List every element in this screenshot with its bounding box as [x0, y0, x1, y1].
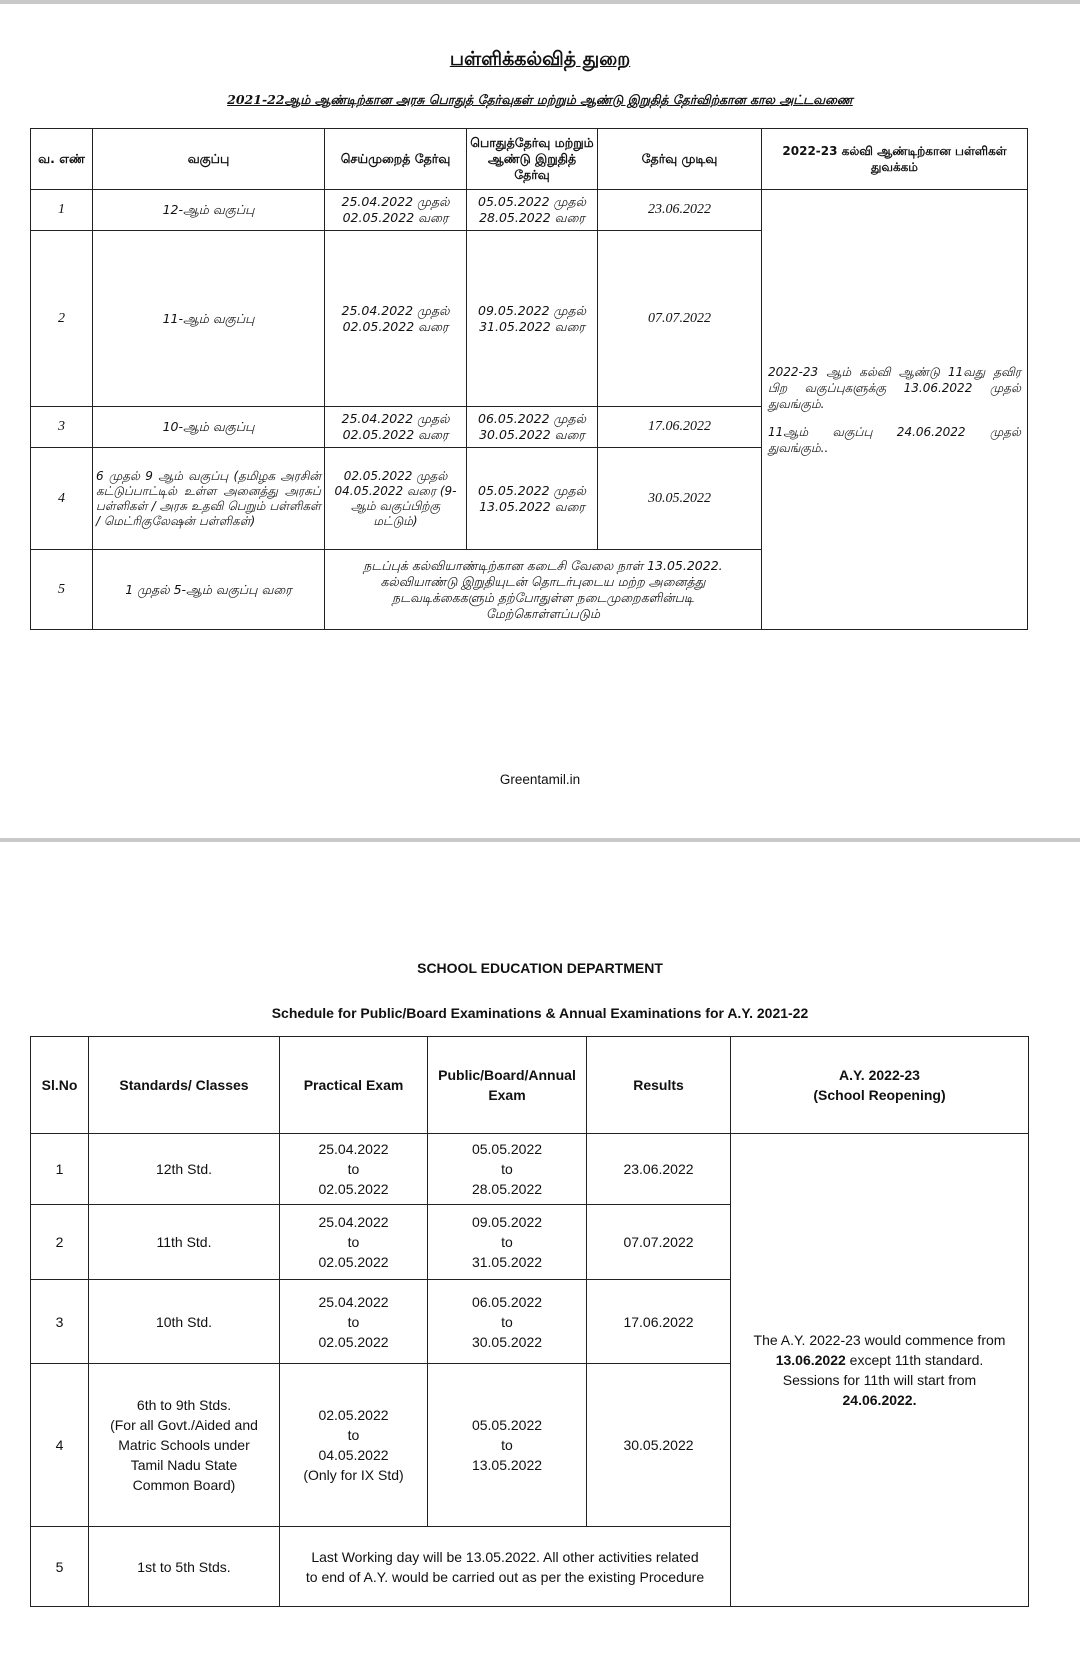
- english-row-2-sl: 2: [31, 1205, 89, 1280]
- tamil-row-3-public: 06.05.2022 முதல் 30.05.2022 வரை: [467, 407, 598, 448]
- english-row-2-public-until: 31.05.2022: [471, 1254, 543, 1270]
- tamil-row-1-public: 05.05.2022 முதல் 28.05.2022 வரை: [467, 190, 598, 231]
- tamil-row-2-results: 07.07.2022: [598, 231, 762, 407]
- english-row-4-public-from: 05.05.2022: [471, 1417, 543, 1433]
- english-reopen-date2: 24.06.2022.: [842, 1392, 917, 1408]
- english-row-5-note: [280, 1527, 731, 1607]
- english-row-3-public-from: 06.05.2022: [471, 1293, 543, 1310]
- tamil-header-class: வகுப்பு: [93, 129, 325, 190]
- english-header-class: Standards/ Classes: [89, 1037, 280, 1134]
- english-row-4-practical-until: 04.05.2022: [318, 1447, 389, 1463]
- english-row-5-note-line2: to end of A.Y. would be carried out as per the existing Procedure: [305, 1568, 705, 1585]
- english-row-5-note-line1: Last Working day will be 13.05.2022. All other activities related: [311, 1548, 699, 1565]
- english-row-4-public-until: 13.05.2022: [471, 1457, 543, 1473]
- english-row-3-class: 10th Std.: [89, 1280, 280, 1364]
- english-row-4-practical-note: (Only for IX Std): [303, 1467, 404, 1483]
- tamil-reopen-text-2: 11ஆம் வகுப்பு 24.06.2022 முதல் துவங்கும்..: [768, 424, 1021, 455]
- english-department-title: SCHOOL EDUCATION DEPARTMENT: [417, 960, 663, 976]
- english-row-1-sl: 1: [31, 1134, 89, 1205]
- english-row-1-class: 12th Std.: [89, 1134, 280, 1205]
- english-row-2-practical-to: to: [347, 1234, 360, 1250]
- tamil-row-1: [31, 190, 1028, 231]
- tamil-row-3-class: 10-ஆம் வகுப்பு: [93, 407, 325, 448]
- english-header-public: Public/Board/Annual Exam: [428, 1037, 587, 1134]
- tamil-row-1-practical: 25.04.2022 முதல் 02.05.2022 வரை: [325, 190, 467, 231]
- tamil-header-practical: செய்முறைத் தேர்வு: [325, 129, 467, 190]
- tamil-row-5-note: நடப்புக் கல்வியாண்டிற்கான கடைசி வேலை நாள் 13.05.2022. கல்வியாண்டு இறுதியுடன் தொடர்புடைய மற்ற அனைத்து நடவடிக்கைகளும் தற்போதுள்ள நடைமுறைகளின்படி மேற்கொள்ளப்படும்: [325, 550, 762, 630]
- english-row-2-practical-from: 25.04.2022: [318, 1214, 389, 1230]
- english-row-2-public-to: to: [501, 1234, 513, 1250]
- english-row-2-public-from: 09.05.2022: [471, 1214, 543, 1230]
- english-row-3-public-to: to: [501, 1313, 513, 1330]
- tamil-schedule-table: [30, 128, 1028, 630]
- english-header-row: [31, 1037, 1029, 1134]
- tamil-row-4-practical: 02.05.2022 முதல் 04.05.2022 வரை (9-ஆம் வகுப்பிற்கு மட்டும்): [325, 448, 467, 550]
- english-row-4-class-line3: Matric Schools under: [118, 1437, 250, 1453]
- tamil-row-2-sl: 2: [31, 231, 93, 407]
- english-row-3-practical: [280, 1280, 428, 1364]
- english-row-1-practical-to: to: [347, 1161, 360, 1177]
- english-row-4-sl: 4: [31, 1364, 89, 1527]
- english-header-sl: Sl.No: [31, 1037, 89, 1134]
- tamil-row-3-sl: 3: [31, 407, 93, 448]
- english-reopen-line2: [739, 1350, 1020, 1370]
- english-reopen-cell: [731, 1134, 1029, 1607]
- english-row-4-public: [428, 1364, 587, 1527]
- tamil-header-reopen: 2022-23 கல்வி ஆண்டிற்கான பள்ளிகள் துவக்கம்: [762, 129, 1028, 190]
- english-row-3-public-until: 30.05.2022: [471, 1333, 543, 1350]
- english-row-2-class: 11th Std.: [89, 1205, 280, 1280]
- tamil-row-4-public: 05.05.2022 முதல் 13.05.2022 வரை: [467, 448, 598, 550]
- tamil-row-1-results: 23.06.2022: [598, 190, 762, 231]
- footer-watermark: Greentamil.in: [499, 772, 581, 787]
- english-row-4-public-to: to: [501, 1437, 513, 1453]
- english-row-4-class-line5: Common Board): [132, 1477, 236, 1493]
- english-row-4-results: 30.05.2022: [587, 1364, 731, 1527]
- english-row-1-practical: [280, 1134, 428, 1205]
- english-row-4-class: [89, 1364, 280, 1527]
- tamil-title: பள்ளிக்கல்வித் துறை: [449, 48, 631, 70]
- english-header-practical: Practical Exam: [280, 1037, 428, 1134]
- tamil-reopen-text-1: 2022-23 ஆம் கல்வி ஆண்டு 11வது தவிர பிற வகுப்புகளுக்கு 13.06.2022 முதல் துவங்கும்.: [768, 364, 1021, 411]
- english-row-3-practical-to: to: [347, 1313, 360, 1330]
- english-row-3-practical-until: 02.05.2022: [318, 1333, 389, 1350]
- english-reopen-line3: Sessions for 11th will start from: [782, 1372, 977, 1388]
- english-row-4-practical-to: to: [347, 1427, 360, 1443]
- english-row-1-practical-from: 25.04.2022: [318, 1141, 389, 1157]
- english-header-reopen-line1: A.Y. 2022-23: [839, 1067, 920, 1083]
- tamil-row-4-class: 6 முதல் 9 ஆம் வகுப்பு (தமிழக அரசின் கட்டுப்பாட்டில் உள்ள அனைத்து அரசுப் பள்ளிகள் / அரசு உதவி பெறும் பள்ளிகள் / மெட்ரிகுலேஷன் பள்ளிகள்): [93, 448, 325, 550]
- tamil-row-4-sl: 4: [31, 448, 93, 550]
- english-row-1: [31, 1134, 1029, 1205]
- english-row-4-practical-from: 02.05.2022: [318, 1407, 389, 1423]
- tamil-row-2-practical: 25.04.2022 முதல் 02.05.2022 வரை: [325, 231, 467, 407]
- english-reopen-except: except 11th standard.: [845, 1352, 984, 1368]
- english-row-4-practical: [280, 1364, 428, 1527]
- tamil-header-results: தேர்வு முடிவு: [598, 129, 762, 190]
- english-reopen-line1: The A.Y. 2022-23 would commence from: [753, 1332, 1006, 1348]
- english-row-3-public: [428, 1280, 587, 1364]
- english-row-2-practical-until: 02.05.2022: [318, 1254, 389, 1270]
- english-row-4-class-line4: Tamil Nadu State: [130, 1457, 238, 1473]
- english-header-reopen: [731, 1037, 1029, 1134]
- tamil-reopen-cell: [762, 190, 1028, 630]
- english-header-reopen-line2: (School Reopening): [813, 1087, 946, 1103]
- english-row-1-practical-until: 02.05.2022: [318, 1181, 389, 1197]
- top-separator: [0, 0, 1080, 4]
- english-subtitle: Schedule for Public/Board Examinations & Annual Examinations for A.Y. 2021-22: [271, 1005, 809, 1021]
- tamil-row-5-sl: 5: [31, 550, 93, 630]
- tamil-row-1-sl: 1: [31, 190, 93, 231]
- tamil-row-2-public: 09.05.2022 முதல் 31.05.2022 வரை: [467, 231, 598, 407]
- tamil-row-3-results: 17.06.2022: [598, 407, 762, 448]
- english-row-1-public-to: to: [501, 1161, 513, 1177]
- tamil-row-5-class: 1 முதல் 5-ஆம் வகுப்பு வரை: [93, 550, 325, 630]
- english-row-3-practical-from: 25.04.2022: [318, 1293, 389, 1310]
- english-header-results: Results: [587, 1037, 731, 1134]
- english-row-3-results: 17.06.2022: [587, 1280, 731, 1364]
- english-row-3-sl: 3: [31, 1280, 89, 1364]
- tamil-row-3-practical: 25.04.2022 முதல் 02.05.2022 வரை: [325, 407, 467, 448]
- tamil-header-row: [31, 129, 1028, 190]
- tamil-row-4-results: 30.05.2022: [598, 448, 762, 550]
- tamil-header-public: பொதுத்தேர்வு மற்றும் ஆண்டு இறுதித் தேர்வு: [467, 129, 598, 190]
- english-row-1-public: [428, 1134, 587, 1205]
- page-separator: [0, 838, 1080, 842]
- english-row-4-class-line1: 6th to 9th Stds.: [136, 1397, 232, 1413]
- tamil-header-sl: வ. எண்: [31, 129, 93, 190]
- english-row-1-results: 23.06.2022: [587, 1134, 731, 1205]
- english-reopen-date1: 13.06.2022: [775, 1352, 846, 1368]
- english-row-2-public: [428, 1205, 587, 1280]
- tamil-row-2-class: 11-ஆம் வகுப்பு: [93, 231, 325, 407]
- english-row-4-class-line2: (For all Govt./Aided and: [110, 1417, 258, 1433]
- english-row-2-practical: [280, 1205, 428, 1280]
- english-row-5-sl: 5: [31, 1527, 89, 1607]
- english-row-5-class: 1st to 5th Stds.: [89, 1527, 280, 1607]
- tamil-row-1-class: 12-ஆம் வகுப்பு: [93, 190, 325, 231]
- english-schedule-table: [30, 1036, 1029, 1607]
- tamil-subtitle: 2021-22ஆம் ஆண்டிற்கான அரசு பொதுத் தேர்வுகள் மற்றும் ஆண்டு இறுதித் தேர்விற்கான கால அட்டவணை: [227, 92, 853, 107]
- english-row-1-public-from: 05.05.2022: [471, 1141, 543, 1157]
- english-row-1-public-until: 28.05.2022: [471, 1181, 543, 1197]
- english-row-2-results: 07.07.2022: [587, 1205, 731, 1280]
